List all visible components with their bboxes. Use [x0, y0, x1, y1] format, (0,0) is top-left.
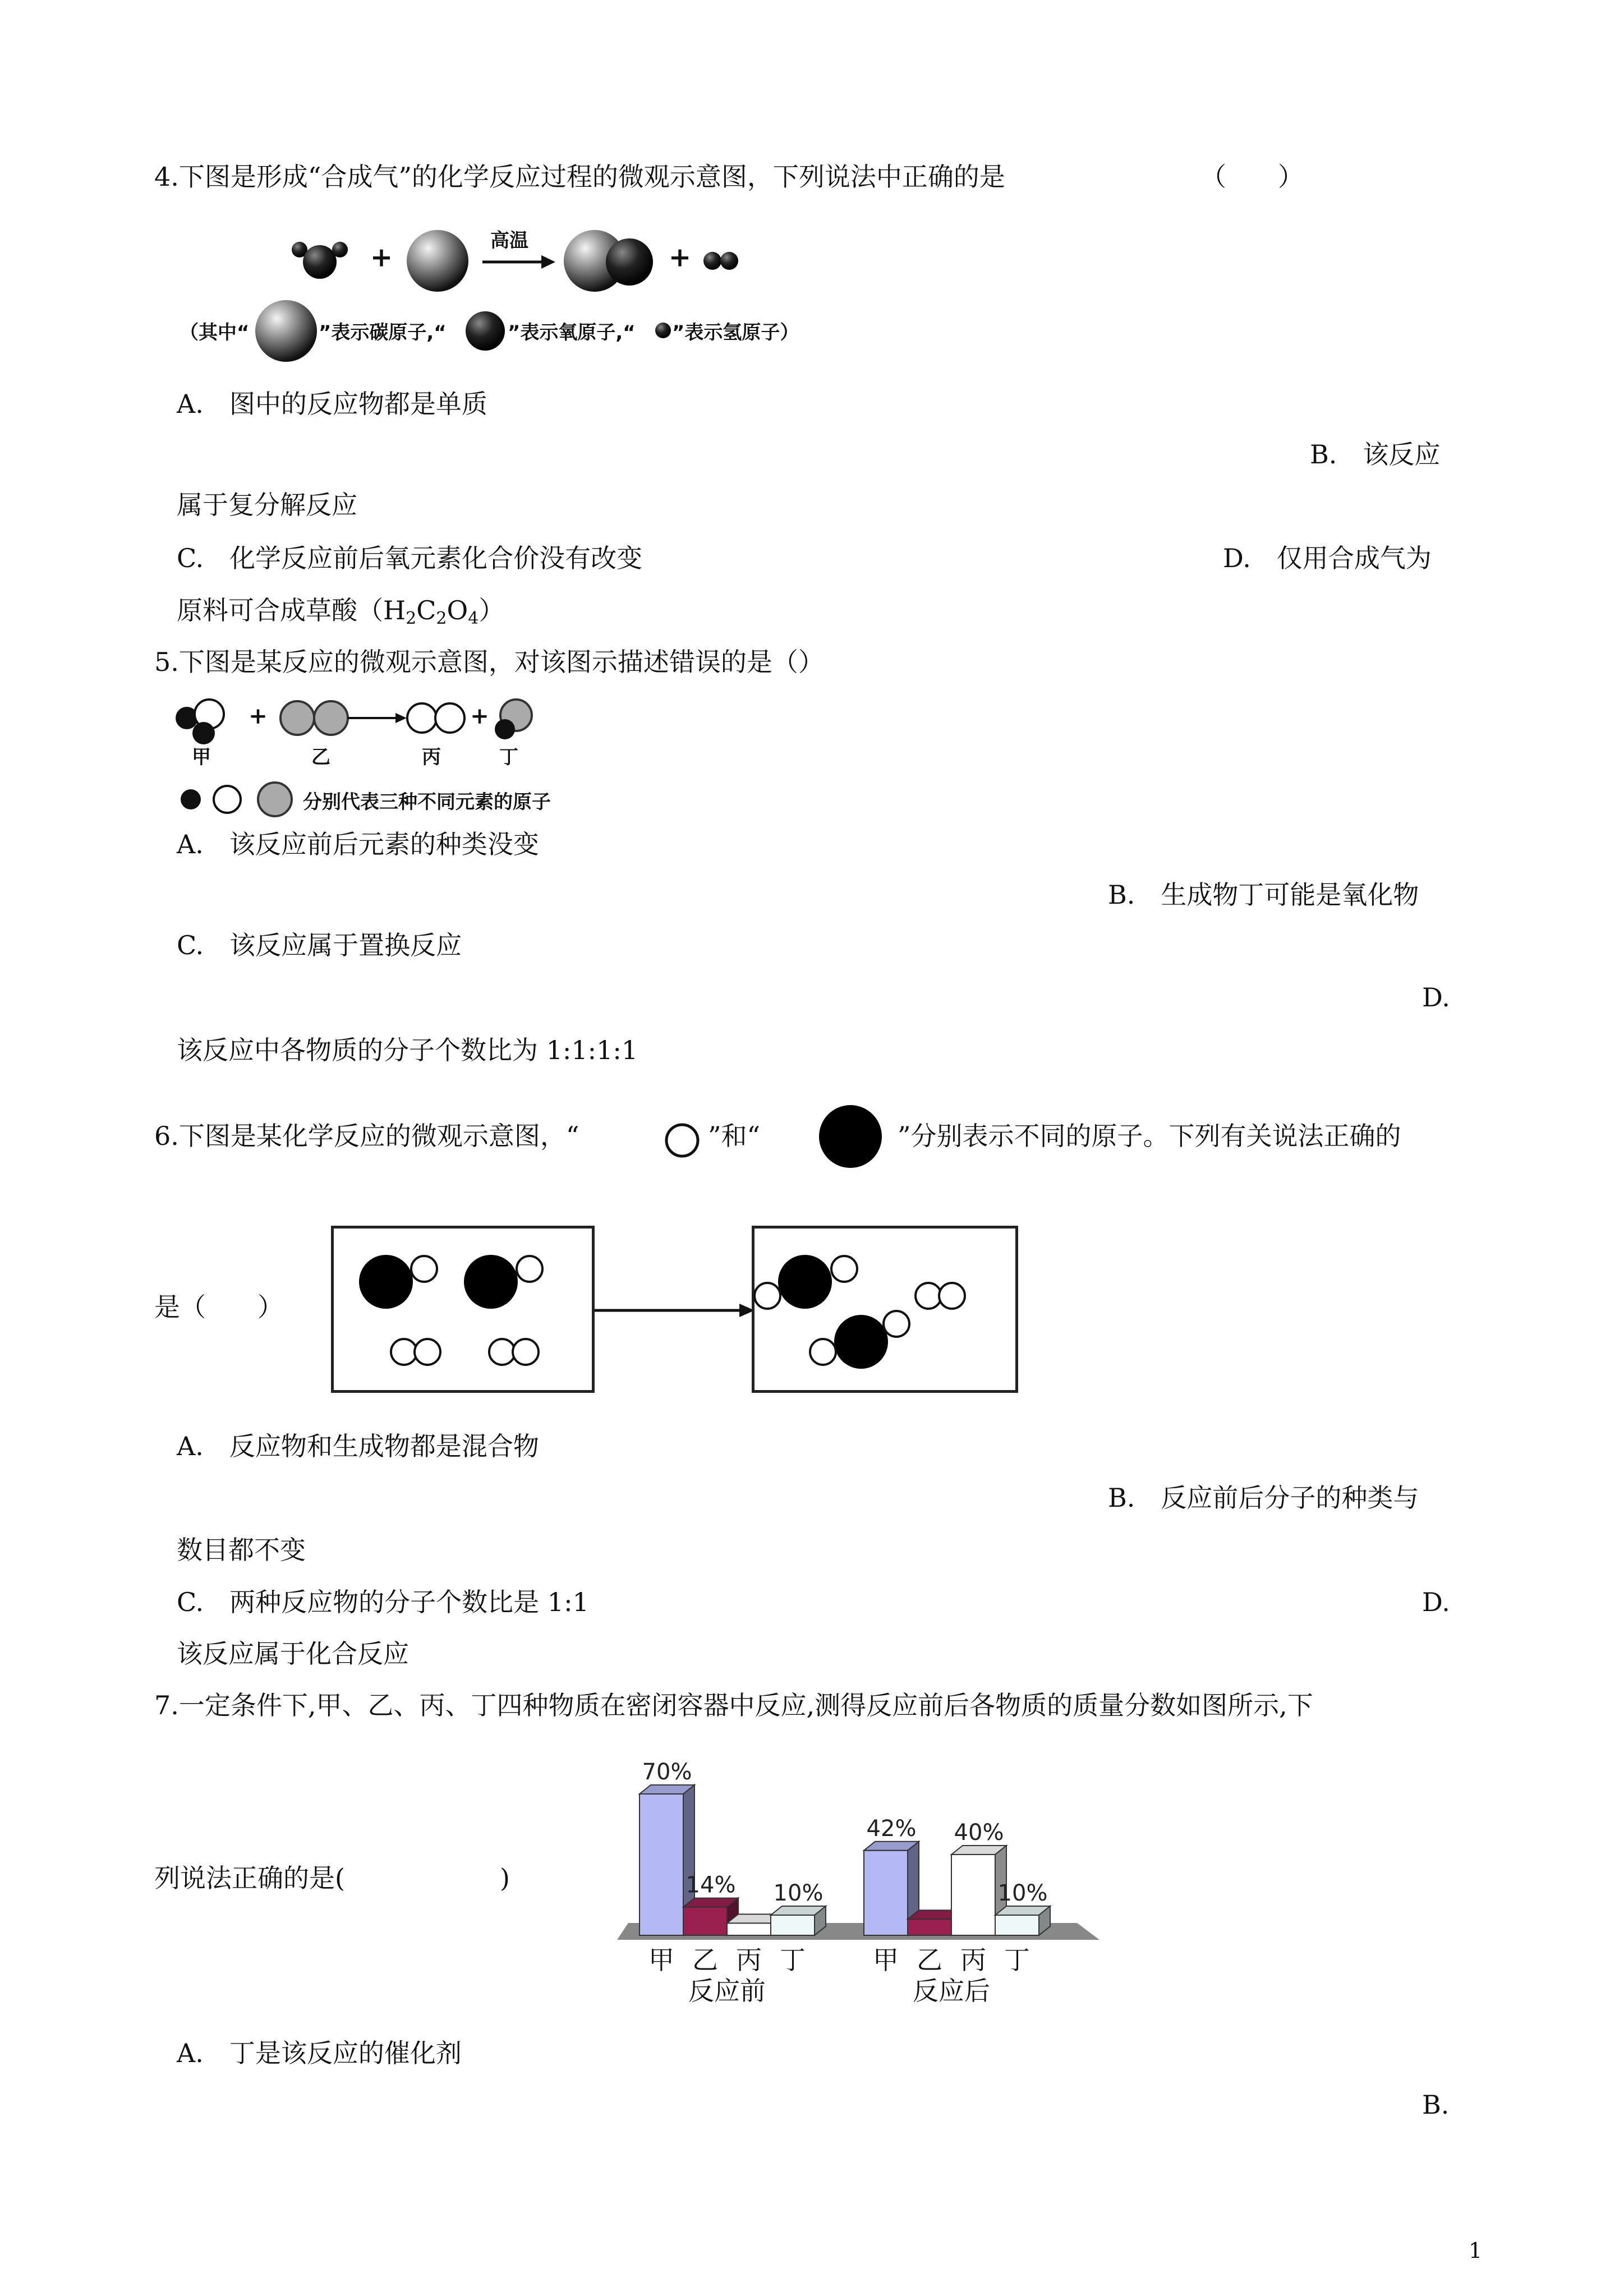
q6-option-c: C. 两种反应物的分子个数比是 1:1 [177, 1587, 589, 1617]
oxygen-atom-icon [466, 311, 505, 351]
q7-option-a: A. 丁是该反应的催化剂 [177, 2038, 462, 2068]
q6-reaction-arrow [595, 1299, 757, 1322]
q4-legend-part2: ”表示碳原子,“ [319, 321, 447, 344]
q6-option-d-line1: D. [1422, 1587, 1450, 1617]
group-label-0: 反应前 [688, 1976, 766, 2006]
q6-stem-part4: 是（ ） [154, 1292, 283, 1322]
category-label-0-1: 乙 [692, 1945, 718, 1975]
q6-option-b-line2: 数目都不变 [177, 1535, 306, 1565]
category-label-1-3: 丁 [1004, 1945, 1030, 1975]
bar-label-1-3: 10% [997, 1880, 1048, 1906]
q4-legend-part4: ”表示氢原子） [672, 321, 799, 344]
carbon-atom-icon [255, 300, 317, 362]
bar-label-0-1: 14% [686, 1872, 736, 1898]
q6-stem-part2: ”和“ [708, 1121, 761, 1151]
q7-bar-chart [595, 1728, 1133, 2019]
category-label-0-2: 丙 [736, 1945, 762, 1975]
bar-反应后-乙 [908, 1919, 951, 1935]
bar-反应前-甲 [640, 1794, 683, 1935]
q6-stem-part3: ”分别表示不同的原子。下列有关说法正确的 [898, 1121, 1401, 1151]
q5-option-d-line1: D. [1422, 982, 1450, 1013]
bar-反应前-丁 [771, 1915, 815, 1935]
q7-option-b: B. [1422, 2090, 1450, 2120]
q4-option-d-line2: 原料可合成草酸$(H_2C_2O_4)$ [177, 595, 505, 628]
q6-before-molecules [331, 1226, 595, 1393]
q6-stem-part1: 6.下图是某化学反应的微观示意图，“ [154, 1121, 579, 1151]
category-label-1-2: 丙 [960, 1945, 986, 1975]
q4-option-a: A. 图中的反应物都是单质 [177, 389, 487, 419]
svg-text:高温: 高温 [490, 229, 528, 252]
q4-option-b-line1: B. 该反应 [1310, 439, 1441, 470]
group-label-1: 反应后 [913, 1976, 990, 2006]
q7-stem-line1: 7.一定条件下,甲、乙、丙、丁四种物质在密闭容器中反应,测得反应前后各物质的质量分数如图所示,下 [154, 1690, 1313, 1720]
category-label-1-1: 乙 [917, 1945, 942, 1975]
q5-option-a: A. 该反应前后元素的种类没变 [177, 829, 539, 859]
q5-stem: 5.下图是某反应的微观示意图，对该图示描述错误的是（） [154, 647, 824, 677]
category-label-1-0: 甲 [873, 1945, 899, 1975]
category-label-0-0: 甲 [648, 1945, 674, 1975]
q6-option-d-line2: 该反应属于化合反应 [177, 1639, 409, 1669]
bar-反应后-丙 [951, 1855, 995, 1935]
q4-option-d-line1: D. 仅用合成气为 [1223, 543, 1432, 573]
page-number: 1 [1469, 2238, 1483, 2263]
q4-option-b-line2: 属于复分解反应 [177, 490, 357, 520]
svg-text:+: + [370, 242, 393, 273]
q5-option-c: C. 该反应属于置换反应 [177, 930, 462, 960]
q5-label-bing: 丙 [422, 746, 441, 769]
q6-after-molecules [752, 1226, 1018, 1393]
category-label-0-3: 丁 [780, 1945, 806, 1975]
hydrogen-atom-icon [655, 323, 671, 338]
q5-reaction-diagram [171, 693, 553, 749]
q7-stem-line2: 列说法正确的是( ) [154, 1863, 510, 1893]
q5-legend-atoms [180, 780, 297, 819]
bar-label-0-3: 10% [773, 1880, 823, 1906]
bar-反应前-乙 [683, 1907, 727, 1935]
black-atom-icon [818, 1104, 883, 1169]
bar-label-1-2: 40% [954, 1820, 1004, 1846]
bar-label-0-0: 70% [642, 1759, 692, 1785]
bar-label-1-0: 42% [866, 1815, 917, 1842]
q4-legend-part1: （其中“ [180, 321, 250, 344]
svg-text:+: + [470, 703, 489, 729]
bar-反应前-丙 [727, 1923, 771, 1935]
q4-legend-part3: ”表示氧原子,“ [508, 321, 636, 344]
q5-label-yi: 乙 [311, 746, 330, 769]
bar-反应后-丁 [995, 1915, 1039, 1935]
q4-answer-paren: （ ） [1200, 162, 1304, 192]
q5-label-ding: 丁 [499, 746, 518, 769]
q5-legend-text: 分别代表三种不同元素的原子 [303, 791, 551, 813]
q6-option-a: A. 反应物和生成物都是混合物 [177, 1431, 539, 1461]
white-atom-icon [665, 1123, 700, 1158]
q5-option-d-line2: 该反应中各物质的分子个数比为 1:1:1:1 [177, 1035, 638, 1065]
q5-label-jia: 甲 [192, 746, 211, 769]
q5-option-b: B. 生成物丁可能是氧化物 [1108, 880, 1419, 910]
q6-option-b-line1: B. 反应前后分子的种类与 [1108, 1483, 1419, 1513]
bar-反应后-甲 [864, 1851, 908, 1935]
svg-text:+: + [249, 703, 268, 729]
q4-option-c: C. 化学反应前后氧元素化合价没有改变 [177, 543, 643, 573]
svg-text:+: + [668, 242, 692, 273]
q4-reaction-diagram [280, 222, 819, 295]
q4-stem: 4.下图是形成“合成气”的化学反应过程的微观示意图，下列说法中正确的是 [154, 162, 1005, 192]
